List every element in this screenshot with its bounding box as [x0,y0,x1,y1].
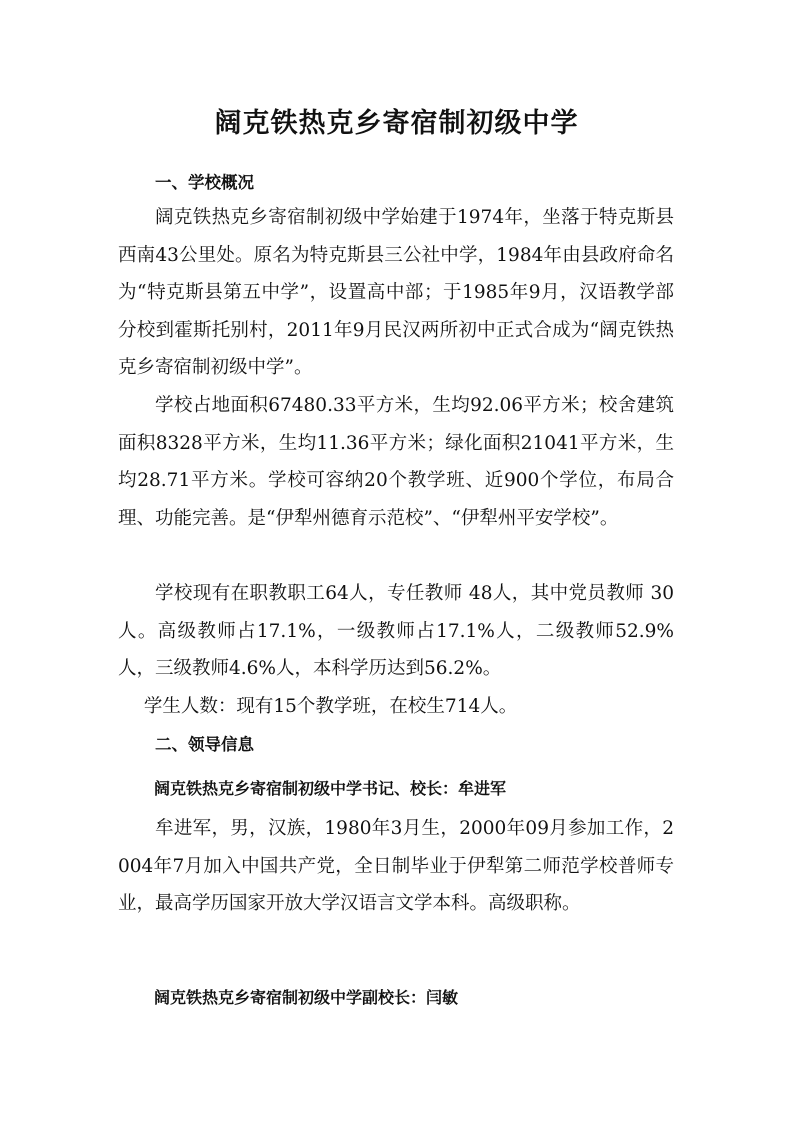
section-heading-overview: 一、学校概况 [155,173,254,192]
document-title: 阔克铁热克乡寄宿制初级中学 [214,108,579,139]
section-heading-leaders: 二、领导信息 [155,735,254,754]
overview-paragraph-facilities: 学校占地面积67480.33平方米，生均92.06平方米；校舍建筑面积8328平方米，生均11.36平方米；绿化面积21041平方米，生均28.71平方米。学校可容纳20个教学班、近900个学位，布局合理、功能完善。是“伊犁州德育示范校”、“伊犁州平安学校”。 [118,395,674,529]
overview-paragraph-students: 学生人数：现有15个教学班，在校生714人。 [143,696,518,717]
leader-bio-principal: 牟进军，男，汉族，1980年3月生，2000年09月参加工作，2004年7月加入中国共产党，全日制毕业于伊犁第二师范学校普师专业，最高学历国家开放大学汉语言文学本科。高级职称。 [118,818,674,915]
leader-heading-vice-principal: 阔克铁热克乡寄宿制初级中学副校长：闫敏 [154,988,459,1007]
overview-paragraph-staff: 学校现有在职教职工64人，专任教师 48人，其中党员教师 30人。高级教师占17.1%，一级教师占17.1%人，二级教师52.9%人，三级教师4.6%人，本科学历达到56.2%。 [118,583,674,680]
overview-paragraph-history: 阔克铁热克乡寄宿制初级中学始建于1974年，坐落于特克斯县西南43公里处。原名为特克斯县三公社中学，1984年由县政府命名为“特克斯县第五中学”，设置高中部；于1985年9月，汉语教学部分校到霍斯托别村，2011年9月民汉两所初中正式合成为“阔克铁热克乡寄宿制初级中学”。 [118,207,674,379]
leader-heading-principal: 阔克铁热克乡寄宿制初级中学书记、校长：牟进军 [154,779,507,798]
